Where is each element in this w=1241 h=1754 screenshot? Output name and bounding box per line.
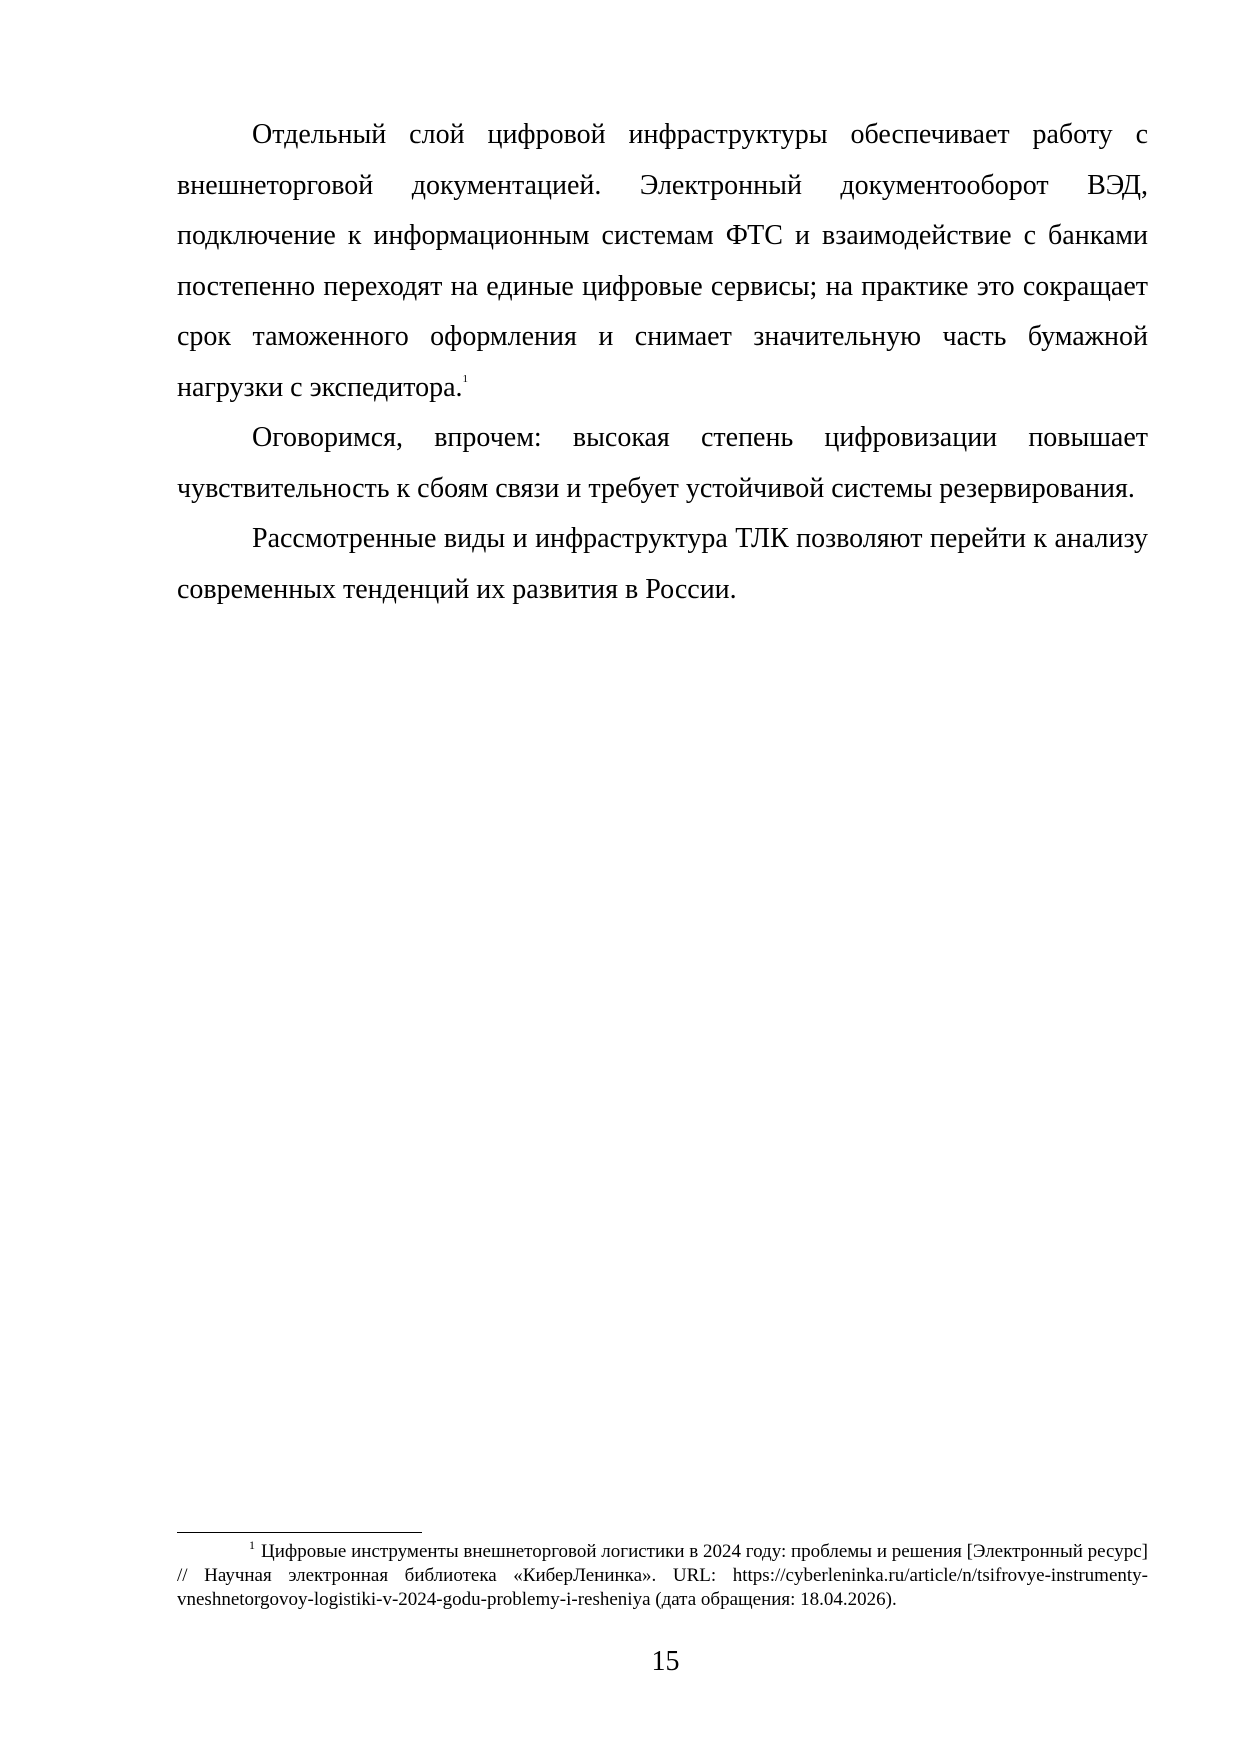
footnote-reference[interactable]: 1 [462, 372, 469, 385]
paragraph-reservation [177, 413, 1148, 514]
footnote-number: 1 [249, 1538, 255, 1552]
footnote-text: Цифровые инструменты внешнеторговой логистики в 2024 году: проблемы и решения [Электронный ресурс] // Научная электронная библиотека «КиберЛенинка». URL: https://cyberleninka.ru/article/n/tsifrovye-instrumenty-vneshnetorgovoy-logistiki-v-2024-godu-problemy-i-resheniya (дата обращения: 18.04.2026). [177, 1541, 1148, 1610]
paragraph-text: Отдельный слой цифровой инфраструктуры обеспечивает работу с внешнеторговой документацией. Электронный документооборот ВЭД, подключение к информационным системам ФТС и взаимодействие с банками постепенно переходят на единые цифровые сервисы; на практике это сокращает срок таможенного оформления и снимает значительную часть бумажной нагрузки с экспедитора. [177, 119, 1148, 403]
paragraph-text: Оговоримся, впрочем: высокая степень цифровизации повышает чувствительность к сбоям связи и требует устойчивой системы резервирования. [177, 422, 1148, 504]
paragraph-conclusion [177, 514, 1148, 615]
page-number: 15 [651, 1646, 680, 1677]
footnote [177, 1540, 1148, 1612]
footnote-separator [177, 1532, 422, 1533]
paragraph-digital-infrastructure [177, 110, 1148, 413]
paragraph-text: Рассмотренные виды и инфраструктура ТЛК позволяют перейти к анализу современных тенденций их развития в России. [177, 523, 1148, 605]
body-text [177, 110, 1148, 615]
